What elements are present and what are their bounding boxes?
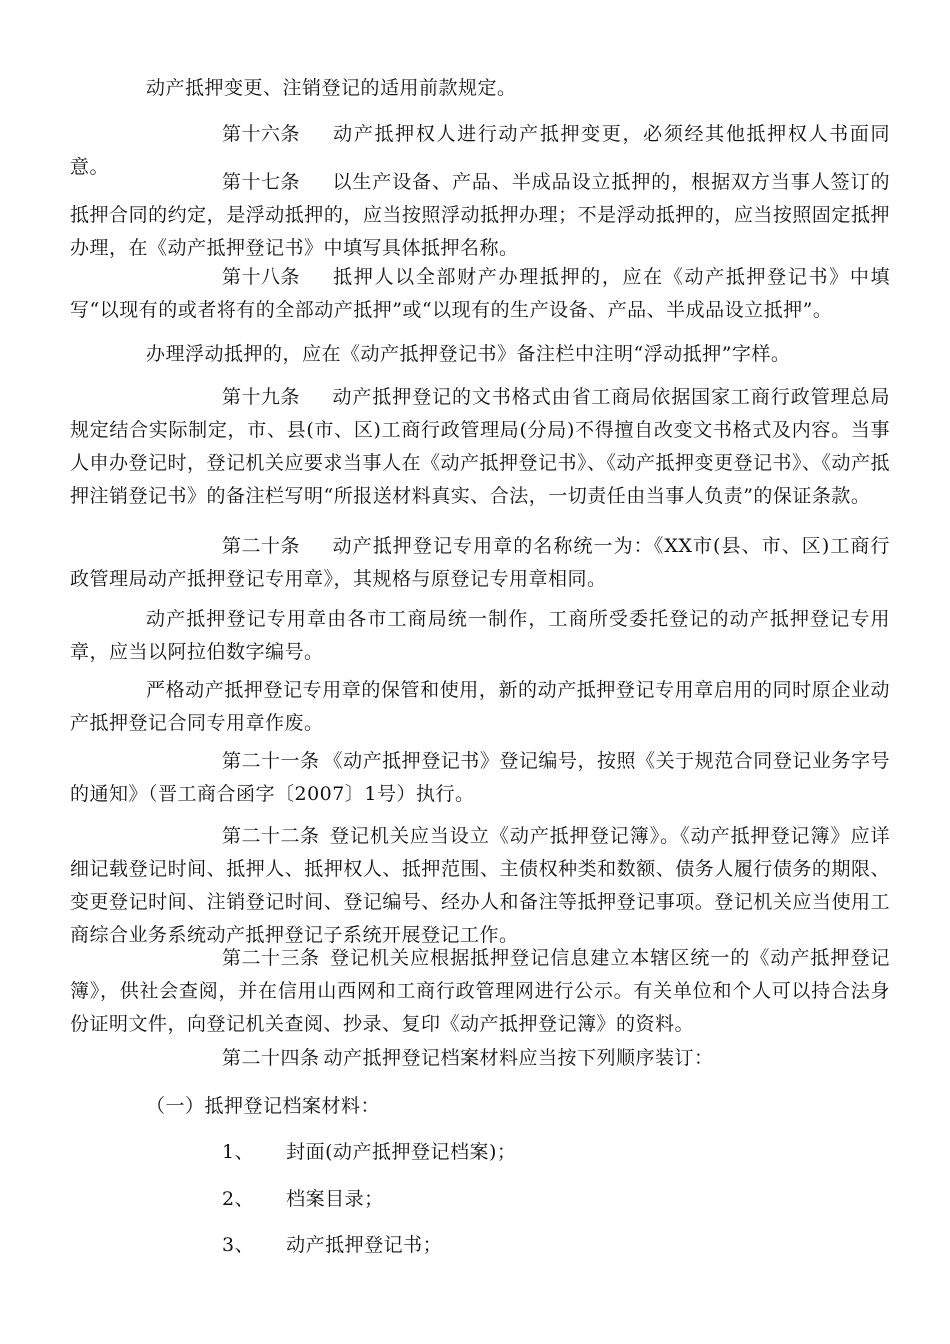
paragraph-text: 动产抵押登记专用章的名称统一为：《XX市(县、市、区)工商行政管理局动产抵押登记专用章》，其规格与原登记专用章相同。 (70, 535, 890, 590)
article-number: 第二十一条 (222, 750, 320, 772)
article-number: 第二十二条 (222, 825, 320, 847)
article-number: 第二十条 (222, 535, 301, 557)
paragraph-text: 登记机关应当设立《动产抵押登记簿》。《动产抵押登记簿》应详细记载登记时间、抵押人、抵押权人、抵押范围、主债权种类和数额、债务人履行债务的期限、变更登记时间、注销登记时间、登记编号、经办人和备注等抵押登记事项。登记机关应当使用工商综合业务系统动产抵押登记子系统开展登记工作。 (70, 825, 890, 946)
list-text: 封面(动产抵押登记档案)； (286, 1141, 517, 1163)
article-17 (70, 166, 890, 265)
article-24 (70, 1042, 890, 1075)
paragraph-seal-usage (70, 674, 890, 740)
article-number: 第十九条 (222, 386, 301, 408)
paragraph-text: 《动产抵押登记书》登记编号，按照《关于规范合同登记业务字号的通知》（晋工商合函字〔2007〕1号）执行。 (70, 750, 890, 805)
paragraph-text: 办理浮动抵押的，应在《动产抵押登记书》备注栏中注明“浮动抵押”字样。 (146, 343, 791, 365)
list-number: 3、 (222, 1234, 255, 1256)
paragraph-text: 以生产设备、产品、半成品设立抵押的，根据双方当事人签订的抵押合同的约定，是浮动抵押的，应当按照浮动抵押办理；不是浮动抵押的，应当按照固定抵押办理，在《动产抵押登记书》中填写具体抵押名称。 (70, 171, 890, 259)
article-number: 第十六条 (222, 123, 301, 145)
list-item (70, 1183, 890, 1216)
article-23 (70, 942, 890, 1041)
paragraph-floating (70, 338, 890, 371)
list-number: 2、 (222, 1188, 255, 1210)
paragraph-text: 动产抵押变更、注销登记的适用前款规定。 (146, 77, 517, 99)
paragraph-text: 严格动产抵押登记专用章的保管和使用，新的动产抵押登记专用章启用的同时原企业动产抵押登记合同专用章作废。 (70, 679, 890, 734)
article-22 (70, 820, 890, 952)
paragraph-1 (70, 72, 890, 105)
article-number: 第十七条 (222, 171, 301, 193)
article-number: 第十八条 (222, 266, 301, 288)
article-number: 第二十三条 (222, 947, 320, 969)
article-19 (70, 381, 890, 513)
paragraph-text: （一）抵押登记档案材料： (146, 1095, 381, 1117)
list-item (70, 1136, 890, 1169)
article-18 (70, 261, 890, 327)
paragraph-text: 抵押人以全部财产办理抵押的，应在《动产抵押登记书》中填写“以现有的或者将有的全部动产抵押”或“以现有的生产设备、产品、半成品设立抵押”。 (70, 266, 890, 321)
list-text: 动产抵押登记书； (286, 1234, 443, 1256)
list-text: 档案目录； (286, 1188, 384, 1210)
paragraph-text: 动产抵押登记的文书格式由省工商局依据国家工商行政管理总局规定结合实际制定，市、县(市、区)工商行政管理局(分局)不得擅自改变文书格式及内容。当事人申办登记时，登记机关应要求当事人在《动产抵押登记书》、《动产抵押变更登记书》、《动产抵押注销登记书》的备注栏写明“所报送材料真实、合法，一切责任由当事人负责”的保证条款。 (70, 386, 891, 507)
list-item (70, 1229, 890, 1262)
article-21 (70, 745, 890, 811)
paragraph-seal-making (70, 603, 890, 669)
paragraph-text: 登记机关应根据抵押登记信息建立本辖区统一的《动产抵押登记簿》，供社会查阅，并在信用山西网和工商行政管理网进行公示。有关单位和个人可以持合法身份证明文件，向登记机关查阅、抄录、复印《动产抵押登记簿》的资料。 (70, 947, 890, 1035)
list-number: 1、 (222, 1141, 255, 1163)
article-number: 第二十四条 (222, 1047, 320, 1069)
list-heading (70, 1090, 890, 1123)
article-20 (70, 530, 890, 596)
paragraph-text: 动产抵押登记专用章由各市工商局统一制作，工商所受委托登记的动产抵押登记专用章，应当以阿拉伯数字编号。 (70, 608, 890, 663)
paragraph-text: 动产抵押权人进行动产抵押变更，必须经其他抵押权人书面同意。 (70, 123, 890, 178)
paragraph-text: 动产抵押登记档案材料应当按下列顺序装订： (323, 1047, 714, 1069)
